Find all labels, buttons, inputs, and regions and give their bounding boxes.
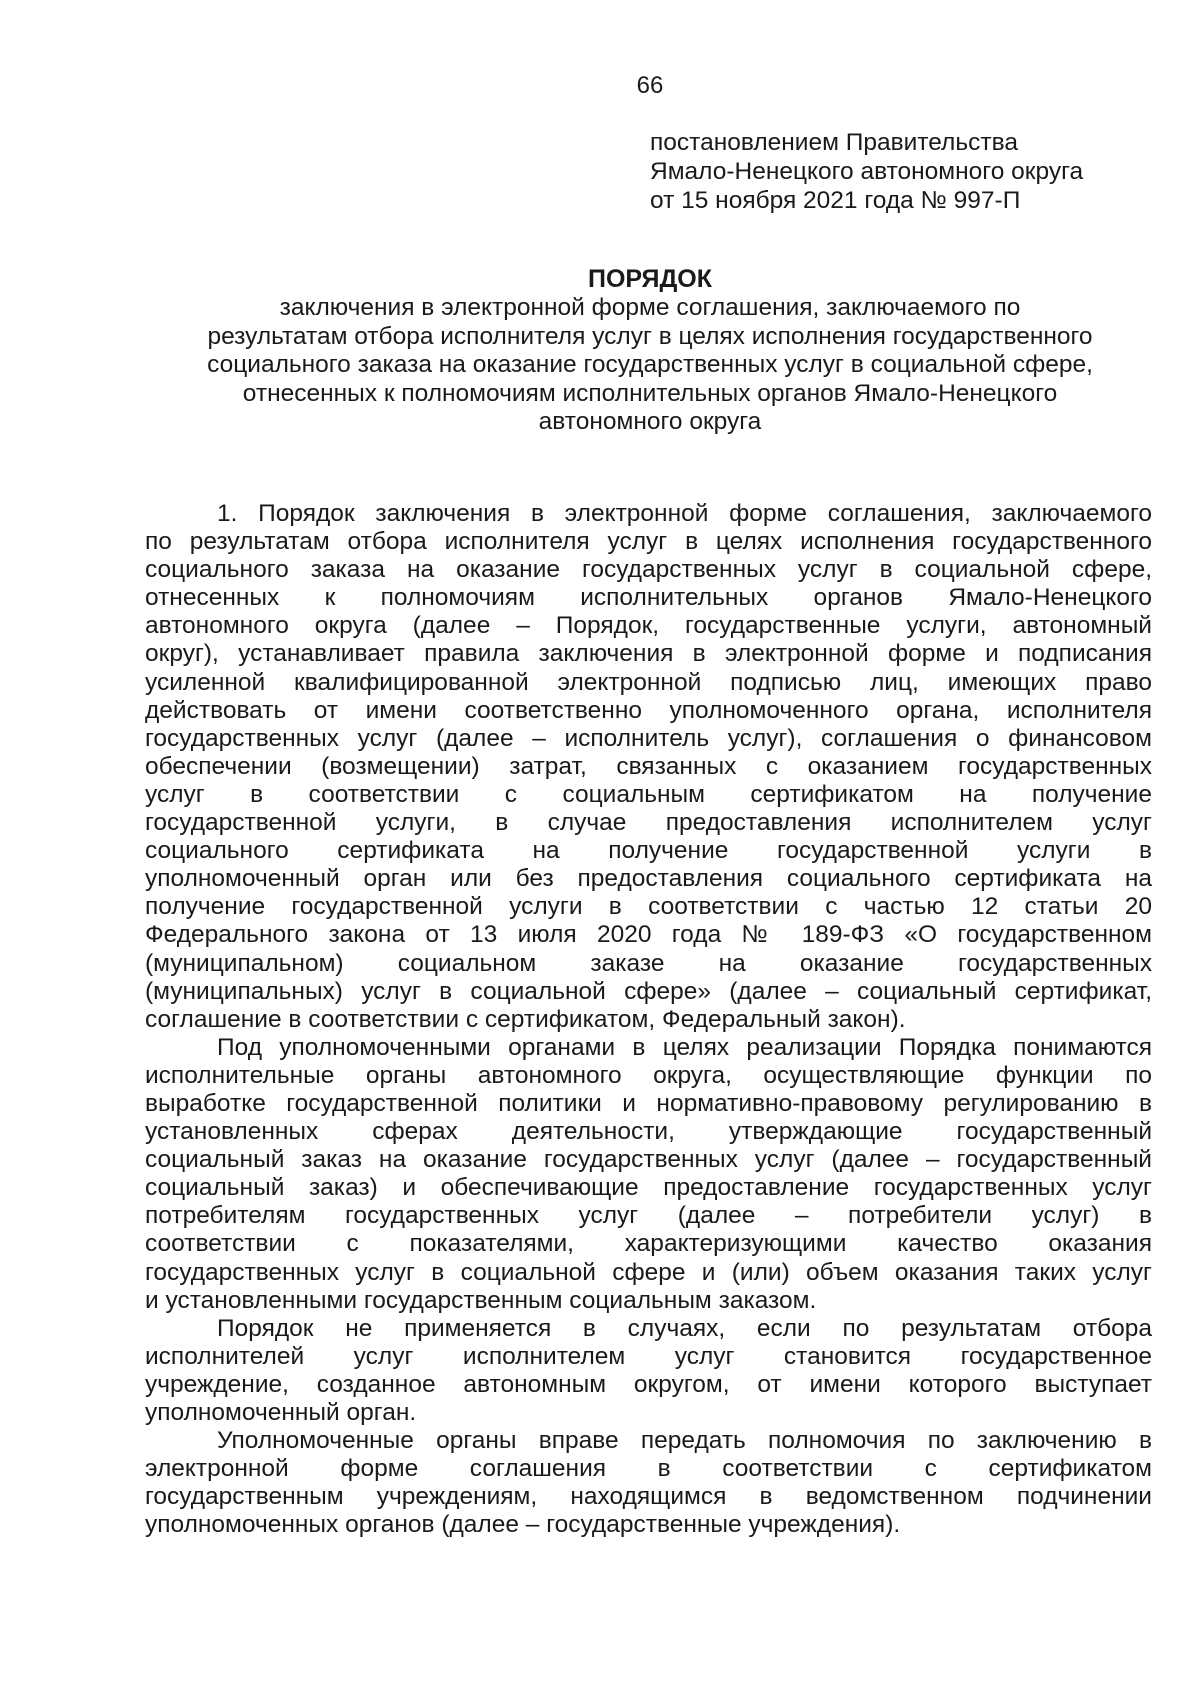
- paragraph-line: обеспечении (возмещении) затрат, связанных с оказанием государственных: [145, 752, 1152, 780]
- paragraph-line: действовать от имени соответственно уполномоченного органа, исполнителя: [145, 696, 1152, 724]
- paragraph-line: услуг в соответствии с социальным сертификатом на получение: [145, 780, 1152, 808]
- approval-line: от 15 ноября 2021 года № 997-П: [650, 187, 1021, 214]
- subtitle-line: отнесенных к полномочиям исполнительных органов Ямало-Ненецкого: [242, 379, 1058, 407]
- paragraph-line: Под уполномоченными органами в целях реализации Порядка понимаются: [217, 1033, 1152, 1061]
- subtitle-line: результатам отбора исполнителя услуг в целях исполнения государственного: [207, 322, 1093, 350]
- subtitle-line: автономного округа: [538, 408, 762, 435]
- paragraph-line: Уполномоченные органы вправе передать полномочия по заключению в: [217, 1427, 1152, 1455]
- paragraph: [145, 1427, 1152, 1539]
- paragraph-line: потребителям государственных услуг (далее – потребители услуг) в: [145, 1202, 1152, 1230]
- paragraph-line: уполномоченный орган или без предоставления социального сертификата на: [145, 865, 1152, 893]
- page-number: 66: [636, 72, 664, 99]
- document-title: ПОРЯДОК: [588, 265, 712, 293]
- paragraph-line: автономного округа (далее – Порядок, государственные услуги, автономный: [145, 612, 1152, 640]
- approval-line: Ямало-Ненецкого автономного округа: [650, 158, 1084, 185]
- paragraph-line: государственных услуг в социальной сфере и (или) объем оказания таких услуг: [145, 1258, 1152, 1286]
- paragraph-line: социального сертификата на получение государственной услуги в: [145, 837, 1152, 865]
- paragraph-line: 1. Порядок заключения в электронной форме соглашения, заключаемого: [217, 500, 1152, 527]
- paragraph-line: электронной форме соглашения в соответствии с сертификатом: [145, 1455, 1152, 1483]
- paragraph-line: государственным учреждениям, находящимся в ведомственном подчинении: [145, 1483, 1152, 1511]
- paragraph-line: социальный заказ) и обеспечивающие предоставление государственных услуг: [145, 1174, 1152, 1202]
- paragraph-line: учреждение, созданное автономным округом, от имени которого выступает: [145, 1370, 1152, 1398]
- paragraph-line: социального заказа на оказание государственных услуг в социальной сфере,: [145, 556, 1152, 584]
- paragraph-line: получение государственной услуги в соответствии с частью 12 статьи 20: [145, 893, 1152, 921]
- paragraph-line: государственной услуги, в случае предоставления исполнителем услуг: [145, 809, 1152, 837]
- paragraph-line: (муниципальном) социальном заказе на оказание государственных: [145, 949, 1152, 977]
- paragraph-line: округ), устанавливает правила заключения в электронной форме и подписания: [145, 640, 1152, 668]
- paragraph: [145, 500, 1152, 1034]
- paragraph: [145, 1315, 1152, 1427]
- paragraph-line: по результатам отбора исполнителя услуг в целях исполнения государственного: [145, 528, 1152, 556]
- approval-line: постановлением Правительства: [650, 129, 1018, 156]
- paragraph: [145, 1034, 1152, 1315]
- approval-reference: [650, 128, 1130, 215]
- paragraph-line: социальный заказ на оказание государственных услуг (далее – государственный: [145, 1146, 1152, 1174]
- paragraph-line: Порядок не применяется в случаях, если по результатам отбора: [217, 1314, 1152, 1342]
- document-subtitle: [140, 294, 1160, 437]
- paragraph-line: исполнительные органы автономного округа, осуществляющие функции по: [145, 1061, 1152, 1089]
- paragraph-line: уполномоченный орган.: [145, 1399, 417, 1426]
- paragraph-line: (муниципальных) услуг в социальной сфере» (далее – социальный сертификат,: [145, 977, 1152, 1005]
- paragraph-line: соответствии с показателями, характеризующими качество оказания: [145, 1230, 1152, 1258]
- paragraph-line: и установленными государственным социальным заказом.: [145, 1286, 817, 1314]
- paragraph-line: соглашение в соответствии с сертификатом, Федеральный закон).: [145, 1005, 906, 1033]
- paragraph-line: исполнителей услуг исполнителем услуг становится государственное: [145, 1342, 1152, 1370]
- paragraph-line: Федерального закона от 13 июля 2020 года № 189-ФЗ «О государственном: [145, 921, 1152, 949]
- subtitle-line: заключения в электронной форме соглашения, заключаемого по: [279, 294, 1021, 321]
- paragraph-line: уполномоченных органов (далее – государственные учреждения).: [145, 1511, 901, 1539]
- paragraph-line: отнесенных к полномочиям исполнительных органов Ямало-Ненецкого: [145, 584, 1152, 612]
- document-body: [145, 500, 1152, 1539]
- paragraph-line: установленных сферах деятельности, утверждающие государственный: [145, 1118, 1152, 1146]
- subtitle-line: социального заказа на оказание государственных услуг в социальной сфере,: [207, 351, 1093, 378]
- paragraph-line: усиленной квалифицированной электронной подписью лиц, имеющих право: [145, 668, 1152, 696]
- document-heading: [140, 265, 1160, 437]
- paragraph-line: государственных услуг (далее – исполнитель услуг), соглашения о финансовом: [145, 724, 1152, 752]
- paragraph-line: выработке государственной политики и нормативно-правовому регулированию в: [145, 1089, 1152, 1117]
